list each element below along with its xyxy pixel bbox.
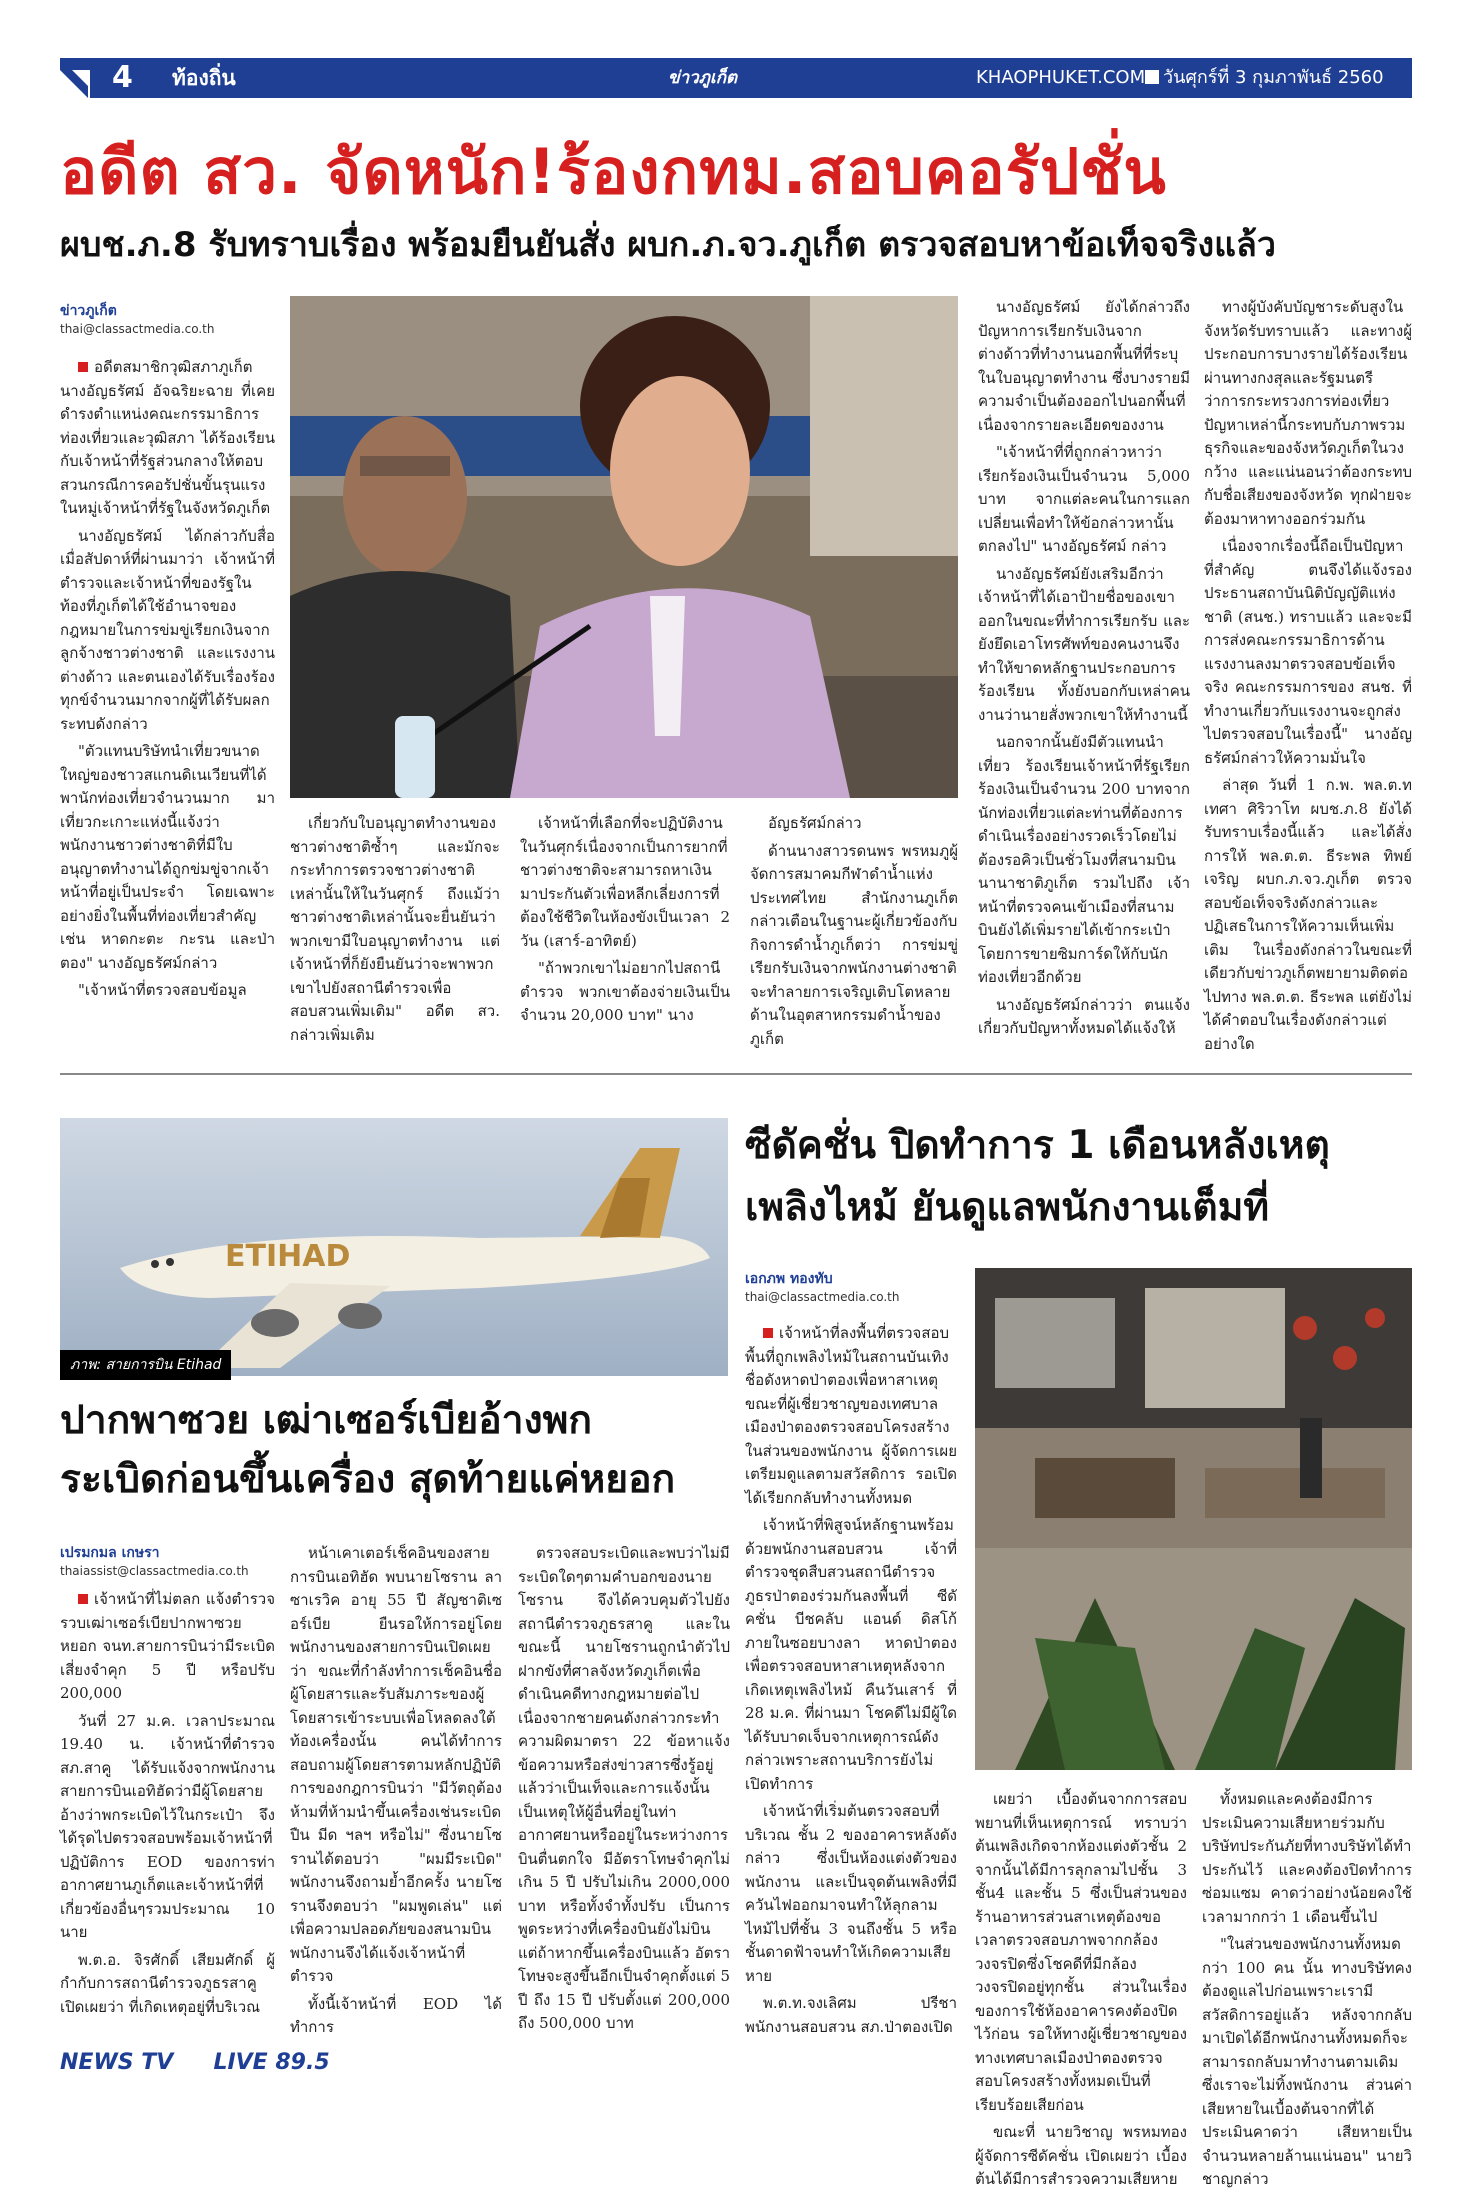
airline-text: ETIHAD — [225, 1239, 351, 1274]
separator-square — [1145, 70, 1159, 84]
footer — [60, 2050, 330, 2080]
story3-byline: เอกภพ ทองทับ — [745, 1271, 833, 1287]
story-divider — [60, 1073, 1412, 1075]
story2-col3: ตรวจสอบระเบิดและพบว่าไม่มีระเบิดใดๆตามคำบอกของนายโซราน จึงได้ควบคุมตัวไปยังสถานีตำรวจภูธรสาคู และในขณะนี้ นายโซรานถูกนำตัวไปฝากขังที่ศาลจังหวัดภูเก็ตเพื่อดำเนินคดีทางกฎหมายต่อไปเนื่องจากชายคนดังกล่าวกระทำความผิดมาตรา 22 ข้อหาแจ้งข้อความหรือส่งข่าวสารซึ่งรู้อยู่แล้วว่าเป็นเท็จและการแจ้งนั้นเป็นเหตุให้ผู้อื่นที่อยู่ในท่าอากาศยานหรืออยู่ในระหว่างการบินตื่นตกใจ มีอัตราโทษจำคุกไม่เกิน 5 ปี ปรับไม่เกิน 2000,000 บาท หรือทั้งจำทั้งปรับ เป็นการพูดระหว่างที่เครื่องบินยังไม่บิน แต่ถ้าหากขึ้นเครื่องบินแล้ว อัตราโทษจะสูงขึ้นอีกเป็นจำคุกตั้งแต่ 5 ปี ถึง 15 ปี ปรับตั้งแต่ 200,000 ถึง 500,000 บาท — [518, 1544, 730, 2032]
story3-email: thai@classactmedia.co.th — [745, 1290, 900, 1304]
story1-email: thai@classactmedia.co.th — [60, 322, 215, 336]
fire-damage-photo — [975, 1268, 1412, 1770]
story1-col1: อดีตสมาชิกวุฒิสภาภูเก็ต นางอัญธรัศม์ อัจฉริยะฉาย ที่เคยดำรงตำแหน่งคณะกรรมาธิการท่องเที่ยวและวุฒิสภา ได้ร้องเรียนกับเจ้าหน้าที่รัฐส่วนกลางให้ตอบสวนกรณีการคอรัปชั่นขั้นรุนแรงในหมู่เจ้าหน้าที่รัฐในจังหวัดภูเก็ต นางอัญธรัศม์ ได้กล่าวกับสื่อเมื่อสัปดาห์ที่ผ่านมาว่า เจ้าหน้าที่ตำรวจและเจ้าหน้าที่ของรัฐในท้องที่ภูเก็ตได้ใช้อำนาจของกฎหมายในการข่มขู่เรียกเงินจากลูกจ้างชาวต่างชาติ และแรงงานต่างด้าว และตนเองได้รับเรื่องร้องทุกข์จำนวนมากจากผู้ที่ได้รับผลกระทบดังกล่าว "ตัวแทนบริษัทนำเที่ยวขนาดใหญ่ของชาวสแกนดิเนเวียนที่ได้พานักท่องเที่ยวจำนวนมาก มาเที่ยวกะเกาะแห่งนี้แจ้งว่า พนักงานชาวต่างชาติที่มีใบอนุญาตทำงานได้ถูกข่มขู่จากเจ้าหน้าที่อยู่เป็นประจำ โดยเฉพาะอย่างยิ่งในพื้นที่ท่องเที่ยวสำคัญเช่น หาดกะตะ กะรน และป่าตอง" นางอัญธรัศม์กล่าว "เจ้าหน้าที่ตรวจสอบข้อมูล — [60, 358, 275, 999]
bullet-square — [763, 1328, 773, 1338]
story3-col2: เผยว่า เบื้องต้นจากการสอบพยานที่เห็นเหตุการณ์ ทราบว่า ต้นเพลิงเกิดจากห้องแต่งตัวชั้น 2 จากนั้นได้มีการลุกลามไปชั้น 3 ชั้น4 และชั้น 5 ซึ่งเป็นส่วนของร้านอาหารส่วนสาเหตุต้องขอเวลาตรวจสอบภาพจากกล้องวงจรปิดซึ่งโชคดีที่มีกล้องวงจรปิดอยู่ทุกชั้น ส่วนในเรื่องของการใช้ห้องอาคารคงต้องปิดไว้ก่อน รอให้ทางผู้เชี่ยวชาญของทางเทศบาลเมืองป่าตองตรวจสอบโครงสร้างทั้งหมดเป็นที่เรียบร้อยเสียก่อน ขณะที่ นายวิชาญ พรหมทอง ผู้จัดการซีดัคชั่น เปิดเผยว่า เบื้องต้นได้มีการสำรวจความเสียหาย — [975, 1790, 1187, 2188]
issue-date: วันศุกร์ที่ 3 กุมภาพันธ์ 2560 — [1163, 67, 1384, 88]
website: KHAOPHUKET.COM — [976, 67, 1146, 88]
story2-headline-line2: ระเบิดก่อนขึ้นเครื่อง สุดท้ายแค่หยอก — [60, 1457, 676, 1502]
story2-col1: เจ้าหน้าที่ไม่ตลก แจ้งตำรวจรวบเฒ่าเซอร์เบียปากพาซวยหยอก จนท.สายการบินว่ามีระเบิด เสี่ยงจำคุก 5 ปี หรือปรับ 200,000 วันที่ 27 ม.ค. เวลาประมาณ 19.40 น. เจ้าหน้าที่ตำรวจ สภ.สาคู ได้รับแจ้งจากพนักงานสายการบินเอทิฮัดว่ามีผู้โดยสายอ้างว่าพกระเบิดไว้ในกระเป๋า จึงได้รุดไปตรวจสอบพร้อมเจ้าหน้าที่ปฏิบัติการ EOD ของการท่าอากาศยานภูเก็ตและเจ้าหน้าที่ที่เกี่ยวข้องอื่นๆรวมประมาณ 10 นาย พ.ต.อ. จิรศักดิ์ เสียมศักดิ์ ผู้กำกับการสถานีตำรวจภูธรสาคู เปิดเผยว่า ที่เกิดเหตุอยู่ที่บริเวณ — [60, 1590, 275, 2016]
story1-col6: ทางผู้บังคับบัญชาระดับสูงในจังหวัดรับทราบแล้ว และทางผู้ประกอบการบางรายได้ร้องเรียนผ่านทางกงสุลและรัฐมนตรีว่าการกระทรวงการท่องเที่ยว ปัญหาเหล่านี้กระทบกับภาพรวมธุรกิจและของจังหวัดภูเก็ตในวงกว้าง และแน่นอนว่าต้องกระทบกับชื่อเสียงของจังหวัด ทุกฝ่ายจะต้องมาหาทางออกร่วมกัน เนื่องจากเรื่องนี้ถือเป็นปัญหาที่สำคัญ ตนจึงได้แจ้งรองประธานสถาบันนิติบัญญัติแห่งชาติ (สนช.) ทราบแล้ว และจะมีการส่งคณะกรรมาธิการด้านแรงงานลงมาตรวจสอบข้อเท็จจริง คณะกรรมการของ สนช. ที่ทำงานเกี่ยวกับแรงงานจะถูกส่งไปตรวจสอบในเรื่องนี้" นางอัญธรัศม์กล่าวให้ความมั่นใจ ล่าสุด วันที่ 1 ก.พ. พล.ต.ท เทศา ศิริวาโท ผบช.ภ.8 ยังได้รับทราบเรื่องนี้แล้ว และได้สั่งการให้ พล.ต.ต. ธีระพล ทิพย์เจริญ ผบก.ภ.จว.ภูเก็ต ตรวจสอบข้อเท็จจริงดังกล่าวและปฏิเสธในการให้ความเห็นเพิ่มเติม ในเรื่องดังกล่าวในขณะที่เดียวกับข่าวภูเก็ตพยายามติดต่อไปทาง พล.ต.ต. ธีระพล แต่ยังไม่ได้คำตอบในเรื่องดังกล่าวแต่อย่างใด — [1204, 298, 1412, 1053]
story3-col1: เจ้าหน้าที่ลงพื้นที่ตรวจสอบพื้นที่ถูกเพลิงไหม้ในสถานบันเทิงชื่อดังหาดป่าตองเพื่อหาสาเหตุ ขณะที่ผู้เชี่ยวชาญของเทศบาลเมืองป่าตองตรวจสอบโครงสร้างในส่วนของพนักงาน ผู้จัดการเผยเตรียมดูแลตามสวัสดิการ รอเปิดได้เรียกกลับทำงานทั้งหมด เจ้าหน้าที่พิสูจน์หลักฐานพร้อมด้วยพนักงานสอบสวน เจ้าที่ตำรวจชุดสืบสวนสถานีตำรวจภูธรป่าตองร่วมกันลงพื้นที่ ซีดัคชั่น บีชคลับ แอนด์ ดิสโก้ ภายในซอยบางลา หาดป่าตอง เพื่อตรวจสอบหาสาเหตุหลังจากเกิดเหตุเพลิงไหม้ คืนวันเสาร์ ที่ 28 ม.ค. ที่ผ่านมา โชคดีไม่มีผู้ใดได้รับบาดเจ็บจากเหตุการณ์ดังกล่าวเพราะสถานบริการยังไม่เปิดทำการ เจ้าหน้าที่เริ่มต้นตรวจสอบที่บริเวณ ชั้น 2 ของอาคารหลังดังกล่าว ซึ่งเป็นห้องแต่งตัวของพนักงาน และเป็นจุดต้นเพลิงที่มีควันไฟออกมาจนทำให้ลุกลามไหม้ไปที่ชั้น 3 จนถึงชั้น 5 หรือชั้นดาดฟ้าจนทำให้เกิดความเสียหาย พ.ต.ท.จงเลิศม ปรีชา พนักงานสอบสวน สภ.ป่าตองเปิด — [745, 1324, 957, 2036]
story1-col2: เกี่ยวกับใบอนุญาตทำงานของชาวต่างชาติซ้ำๆ และมักจะกระทำการตรวจชาวต่างชาติเหล่านั้นให้ในวันศุกร์ ถึงแม้ว่าชาวต่างชาติเหล่านั้นจะยื่นยันว่าพวกเขามีใบอนุญาตทำงาน แต่เจ้าหน้าที่ก็ยังยืนยันว่าจะพาพวกเขาไปยังสถานีตำรวจเพื่อสอบสวนเพิ่มเติม" อดีต สว. กล่าวเพิ่มเติม — [290, 814, 500, 1044]
news-tv-logo: NEWS TV — [60, 2050, 174, 2075]
etihad-plane-photo — [60, 1118, 728, 1376]
bullet-square — [78, 1594, 88, 1604]
story1-col5: นางอัญธรัศม์ ยังได้กล่าวถึงปัญหาการเรียกรับเงินจากต่างด้าวที่ทำงานนอกพื้นที่ที่ระบุในใบอนุญาตทำงาน ซึ่งบางรายมีความจำเป็นต้องออกไปนอกพื้นที่เนื่องจากรายละเอียดของงาน "เจ้าหน้าที่ที่ถูกกล่าวหาว่าเรียกร้องเงินเป็นจำนวน 5,000 บาท จากแต่ละคนในการแลกเปลี่ยนเพื่อทำให้ข้อกล่าวหานั้นตกลงไป" นางอัญธรัศม์ กล่าว นางอัญธรัศม์ยังเสริมอีกว่า เจ้าหน้าที่ได้เอาป้ายชื่อของเขาออกในขณะที่ทำการเรียกรับ และยังยึดเอาโทรศัพท์ของคนงานจึงทำให้ขาดหลักฐานประกอบการร้องเรียน ทั้งยังบอกกับเหล่าคนงานว่านายสั่งพวกเขาให้ทำงานนี้ นอกจากนั้นยังมีตัวแทนนำเที่ยว ร้องเรียนเจ้าหน้าที่รัฐเรียกร้องเงินเป็นจำนวน 200 บาทจากนักท่องเที่ยวแต่ละท่านที่ต้องการดำเนินเรื่องอย่างรวดเร็วโดยไม่ต้องรอคิวเป็นชั่วโมงที่สนามบินนานาชาติภูเก็ต รวมไปถึง เจ้าหน้าที่ตรวจคนเข้าเมืองที่สนามบินยังได้เพิ่มรายได้เข้ากระเป๋าโดยการขายซิมการ์ดให้กับนักท่องเที่ยวอีกด้วย นางอัญธรัศม์กล่าวว่า ตนแจ้งเกี่ยวกับปัญหาทั้งหมดได้แจ้งให้ — [978, 298, 1190, 1037]
story1-photo — [290, 296, 958, 798]
page-number: 4 — [112, 60, 133, 95]
khaophuket-logo: ข่าวภูเก็ต — [668, 68, 738, 88]
story3-headline-line2: เพลิงไหม้ ยันดูแลพนักงานเต็มที่ — [745, 1185, 1270, 1230]
live-radio-logo: LIVE 89.5 — [213, 2050, 330, 2075]
story3-byline-block — [745, 1268, 960, 1304]
story2-byline-block — [60, 1542, 275, 1578]
photo-caption: ภาพ: สายการบิน Etihad — [60, 1350, 231, 1380]
corner-mark-icon — [60, 58, 100, 98]
story2-headline-line1: ปากพาซวย เฒ่าเซอร์เบียอ้างพก — [60, 1398, 592, 1443]
story3-col3: ทั้งหมดและคงต้องมีการประเมินความเสียหายร่วมกับบริษัทประกันภัยที่ทางบริษัทได้ทำประกันไว้ และคงต้องปิดทำการซ่อมแซม คาดว่าอย่างน้อยคงใช้เวลามากกว่า 1 เดือนขึ้นไป "ในส่วนของพนักงานทั้งหมดกว่า 100 คน นั้น ทางบริษัทคงต้องดูแลไปก่อนเพราะเรามีสวัสดิการอยู่แล้ว หลังจากกลับมาเปิดได้อีกพนักงานทั้งหมดก็จะสามารถกลับมาทำงานตามเดิม ซึ่งเราจะไม่ทิ้งพนักงาน ส่วนค่าเสียหายในเบื้องต้นจากที่ได้ประเมินคาดว่า เสียหายเป็นจำนวนหลายล้านแน่นอน" นายวิชาญกล่าว — [1202, 1790, 1412, 2188]
section-name: ท้องถิ่น — [172, 66, 236, 90]
story1-byline-block — [60, 300, 275, 336]
story1-col4: อัญธรัศม์กล่าว ด้านนางสาวรดนพร พรหมภูผู้จัดการสมาคมกีฬาดำน้ำแห่งประเทศไทย สำนักงานภูเก็ตกล่าวเตือนในฐานะผู้เกี่ยวข้องกับกิจการดำน้ำภูเก็ตว่า การข่มขู่ เรียกรับเงินจากพนักงานต่างชาติจะทำลายการเจริญเติบโตหลายด้านในอุตสาหกรรมดำน้ำของภูเก็ต — [750, 814, 958, 1048]
story2-email: thaiassist@classactmedia.co.th — [60, 1564, 249, 1578]
story3-headline-line1: ซีดัคชั่น ปิดทำการ 1 เดือนหลังเหตุ — [745, 1123, 1330, 1168]
bullet-square — [78, 362, 88, 372]
story2-col2: หน้าเคาเตอร์เช็คอินของสายการบินเอทิฮัด พบนายโซราน ลาซาเรวิค อายุ 55 ปี สัญชาติเซอร์เบีย ยืนรอให้การอยู่โดยพนักงานของสายการบินเปิดเผยว่า ขณะที่กำลังทำการเช็คอินชื่อผู้โดยสารและรับสัมภาระของผู้โดยสารเข้าระบบเพื่อโหลดลงใต้ท้องเครื่องนั้น คนได้ทำการสอบถามผู้โดยสารตามหลักปฏิบัติการของกฎการบินว่า "มีวัตถุต้องห้ามที่ห้ามนำขึ้นเครื่องเช่นระเบิด ปืน มีด ฯลฯ หรือไม่" ซึ่งนายโซรานได้ตอบว่า "ผมมีระเบิด" พนักงานจึงถามย้ำอีกครั้ง นายโซรานจึงตอบว่า "ผมพูดเล่น" แต่เพื่อความปลอดภัยของสนามบินพนักงานจึงได้แจ้งเจ้าหน้าที่ตำรวจ ทั้งนี้เจ้าหน้าที่ EOD ได้ทำการ — [290, 1544, 502, 2036]
story2-byline: เปรมกมล เกษรา — [60, 1545, 160, 1561]
story1-col3: เจ้าหน้าที่เลือกที่จะปฏิบัติงานในวันศุกร์เนื่องจากเป็นการยากที่ชาวต่างชาติจะสามารถหาเงินมาประกันตัวเพื่อหลีกเลี่ยงการที่ต้องใช้ชีวิตในห้องขังเป็นเวลา 2 วัน (เสาร์-อาทิตย์) "ถ้าพวกเขาไม่อยากไปสถานีตำรวจ พวกเขาต้องจ่ายเงินเป็นจำนวน 20,000 บาท" นาง — [520, 814, 730, 1024]
story1-byline: ข่าวภูเก็ต — [60, 303, 117, 319]
story1-subhead: ผบช.ภ.8 รับทราบเรื่อง พร้อมยืนยันสั่ง ผบก.ภ.จว.ภูเก็ต ตรวจสอบหาข้อเท็จจริงแล้ว — [60, 225, 1276, 265]
story1-headline: อดีต สว. จัดหนัก!ร้องกทม.สอบคอรัปชั่น — [60, 135, 1167, 208]
